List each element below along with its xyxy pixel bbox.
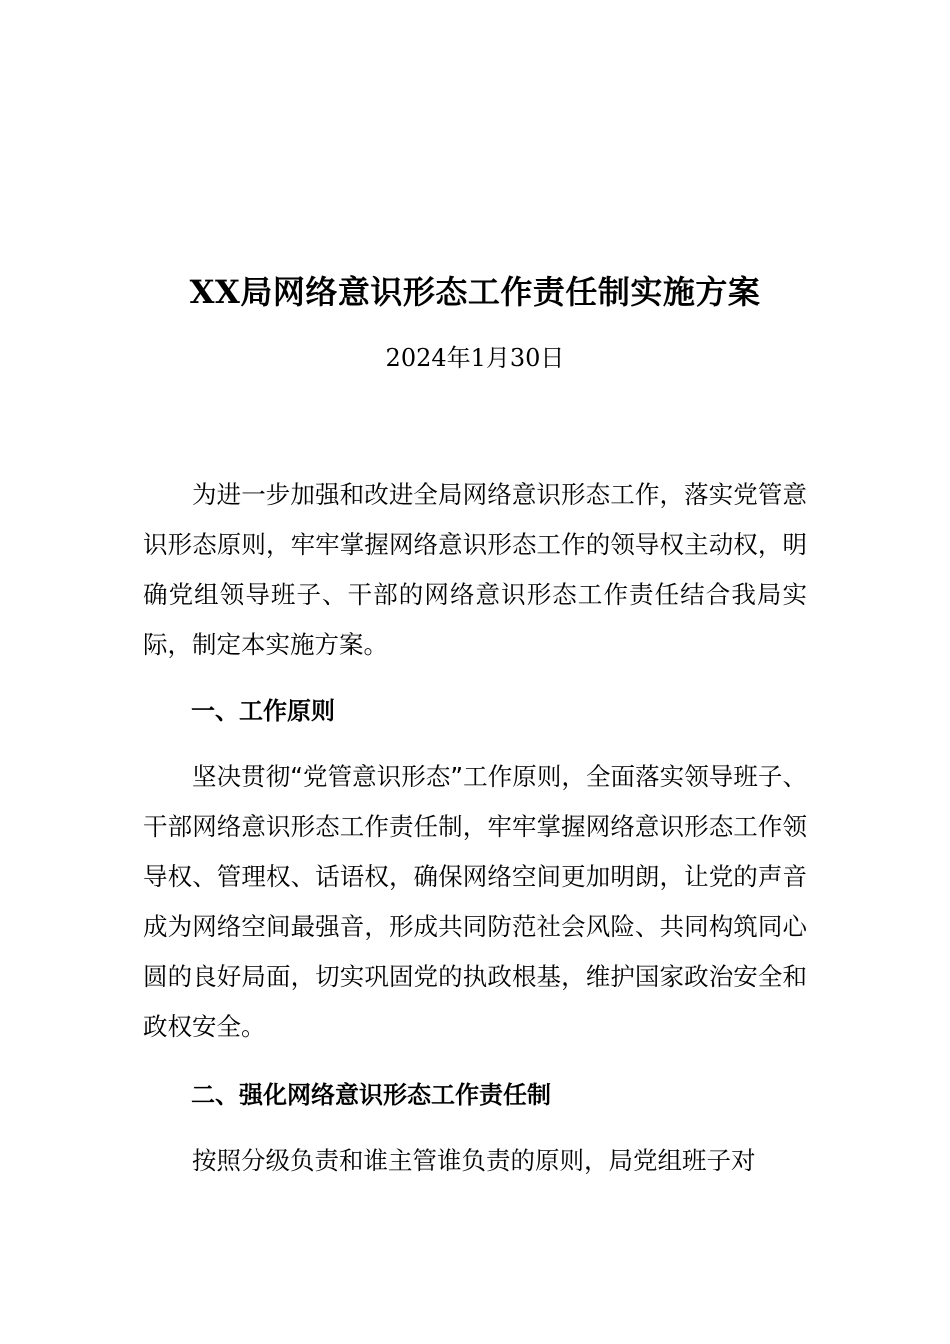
document-body [143,470,807,1186]
section-2-paragraph: 按照分级负责和谁主管谁负责的原则，局党组班子对 [192,1146,756,1175]
document-title: XX局网络意识形态工作责任制实施方案 [189,273,761,311]
intro-paragraph: 为进一步加强和改进全局网络意识形态工作，落实党管意识形态原则，牢牢掌握网络意识形态工作的领导权主动权，明确党组领导班子、干部的网络意识形态工作责任结合我局实际，制定本实施方案。 [143,480,807,659]
section-heading-1: 一、工作原则 [191,697,335,725]
section-heading-2: 二、强化网络意识形态工作责任制 [191,1081,551,1109]
document-date: 2024年1月30日 [385,344,565,372]
section-1-paragraph: 坚决贯彻“党管意识形态”工作原则，全面落实领导班子、干部网络意识形态工作责任制，牢牢掌握网络意识形态工作领导权、管理权、话语权，确保网络空间更加明朗，让党的声音成为网络空间最强音，形成共同防范社会风险、共同构筑同心圆的良好局面，切实巩固党的执政根基，维护国家政治安全和政权安全。 [143,762,807,1041]
